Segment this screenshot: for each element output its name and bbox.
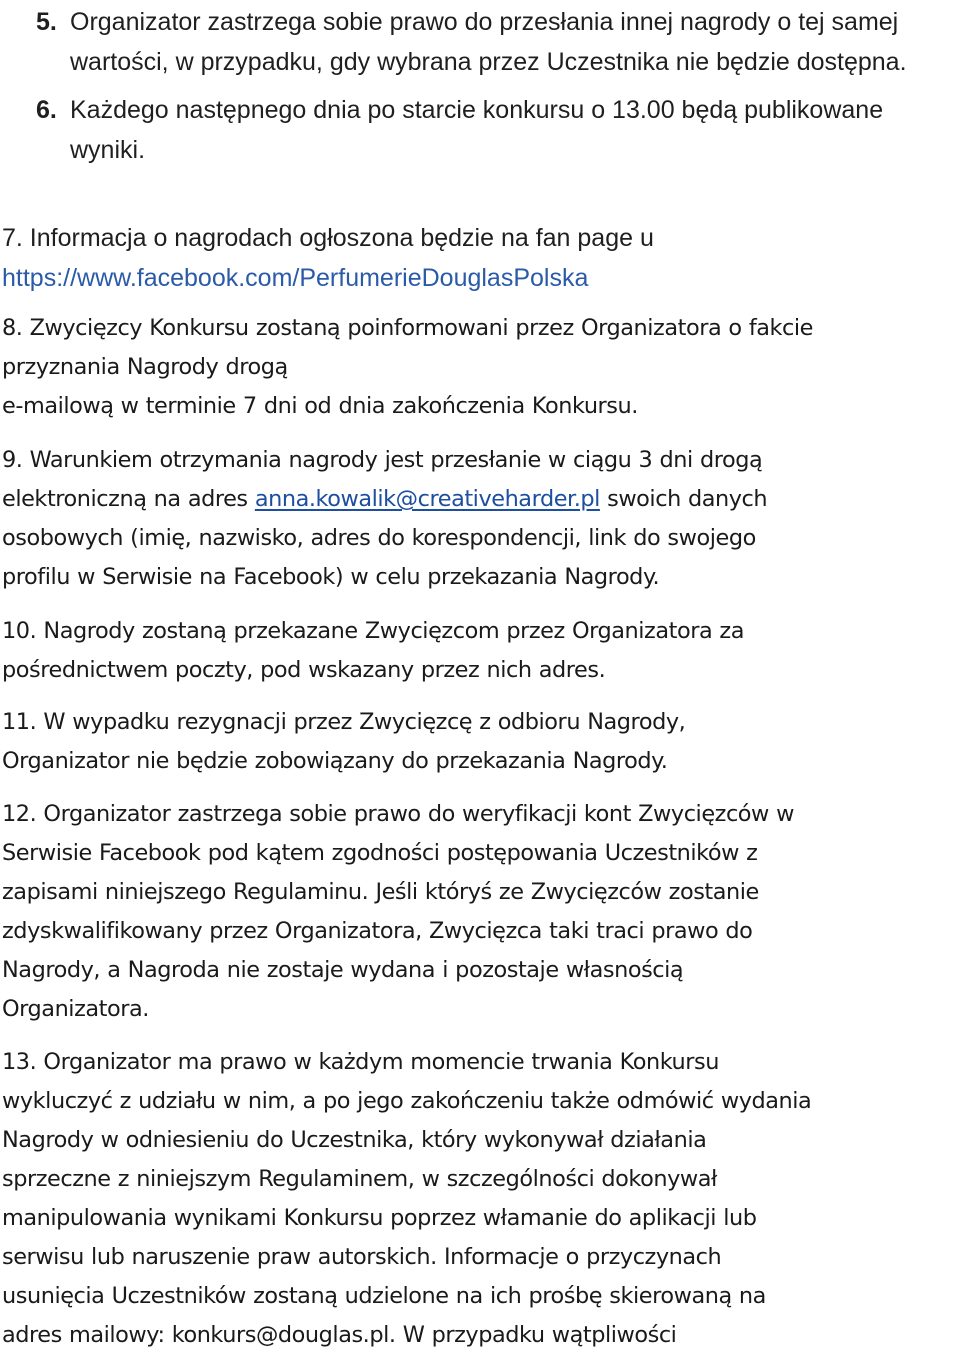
paragraph-line: zapisami niniejszego Regulaminu. Jeśli któryś ze Zwycięzców zostanie [2, 879, 759, 905]
paragraph-line: pośrednictwem poczty, pod wskazany przez nich adres. [2, 657, 606, 683]
list-item-text: Każdego następnego dnia po starcie konkursu o 13.00 będą publikowane wyniki. [70, 96, 884, 164]
line-text: swoich danych [599, 486, 768, 512]
paragraph-line: Organizator nie będzie zobowiązany do przekazania Nagrody. [2, 748, 668, 774]
paragraph-12 [2, 795, 958, 1029]
list-item-number: 6. [36, 96, 57, 124]
paragraph-line: manipulowania wynikami Konkursu poprzez włamanie do aplikacji lub [2, 1205, 757, 1231]
numbered-list [36, 2, 956, 178]
paragraph-11 [2, 703, 958, 781]
paragraph-line: 7. Informacja o nagrodach ogłoszona będzie na fan page u [2, 224, 654, 252]
paragraph-line: e-mailową w terminie 7 dni od dnia zakończenia Konkursu. [2, 393, 638, 419]
paragraph-13 [2, 1043, 958, 1355]
email-link[interactable]: anna.kowalik@creativeharder.pl [254, 486, 600, 512]
paragraph-line: 12. Organizator zastrzega sobie prawo do weryfikacji kont Zwycięzców w [2, 801, 794, 827]
paragraph-line: 13. Organizator ma prawo w każdym momencie trwania Konkursu [2, 1049, 719, 1075]
paragraph-9 [2, 441, 958, 597]
paragraph-7 [2, 218, 958, 298]
paragraph-line: 10. Nagrody zostaną przekazane Zwycięzcom przez Organizatora za [2, 618, 744, 644]
paragraph-line: osobowych (imię, nazwisko, adres do korespondencji, link do swojego [2, 525, 756, 551]
list-item-number: 5. [36, 8, 57, 36]
paragraph-line: 9. Warunkiem otrzymania nagrody jest przesłanie w ciągu 3 dni drogą [2, 447, 763, 473]
list-item-6 [36, 90, 956, 170]
paragraph-line: 8. Zwycięzcy Konkursu zostaną poinformowani przez Organizatora o fakcie [2, 315, 813, 341]
paragraph-line: Nagrody, a Nagroda nie zostaje wydana i pozostaje własnością [2, 957, 684, 983]
paragraph-line: Nagrody w odniesieniu do Uczestnika, który wykonywał działania [2, 1127, 707, 1153]
paragraph-line: 11. W wypadku rezygnacji przez Zwycięzcę z odbioru Nagrody, [2, 709, 686, 735]
paragraph-line: przyznania Nagrody drogą [2, 354, 288, 380]
paragraph-line: profilu w Serwisie na Facebook) w celu przekazania Nagrody. [2, 564, 660, 590]
paragraph-line: Serwisie Facebook pod kątem zgodności postępowania Uczestników z [2, 840, 758, 866]
paragraph-line: serwisu lub naruszenie praw autorskich. Informacje o przyczynach [2, 1244, 722, 1270]
list-item-text: Organizator zastrzega sobie prawo do przesłania innej nagrody o tej samej wartości, w przypadku, gdy wybrana przez Uczestnika nie będzie dostępna. [70, 8, 907, 76]
facebook-link[interactable]: https://www.facebook.com/PerfumerieDouglasPolska [2, 264, 589, 292]
paragraph-10 [2, 612, 958, 690]
paragraph-line: zdyskwalifikowany przez Organizatora, Zwycięzca taki traci prawo do [2, 918, 753, 944]
paragraph-line: sprzeczne z niniejszym Regulaminem, w szczególności dokonywał [2, 1166, 717, 1192]
paragraph-line: usunięcia Uczestników zostaną udzielone na ich prośbę skierowaną na [2, 1283, 766, 1309]
paragraph-line: wykluczyć z udziału w nim, a po jego zakończeniu także odmówić wydania [2, 1088, 812, 1114]
paragraph-line: Organizatora. [2, 996, 149, 1022]
line-text: elektroniczną na adres [2, 486, 255, 512]
paragraph-line: adres mailowy: konkurs@douglas.pl. W przypadku wątpliwości [2, 1322, 677, 1348]
list-item-5 [36, 2, 956, 82]
paragraph-8 [2, 309, 958, 426]
paragraph-line [2, 480, 958, 519]
